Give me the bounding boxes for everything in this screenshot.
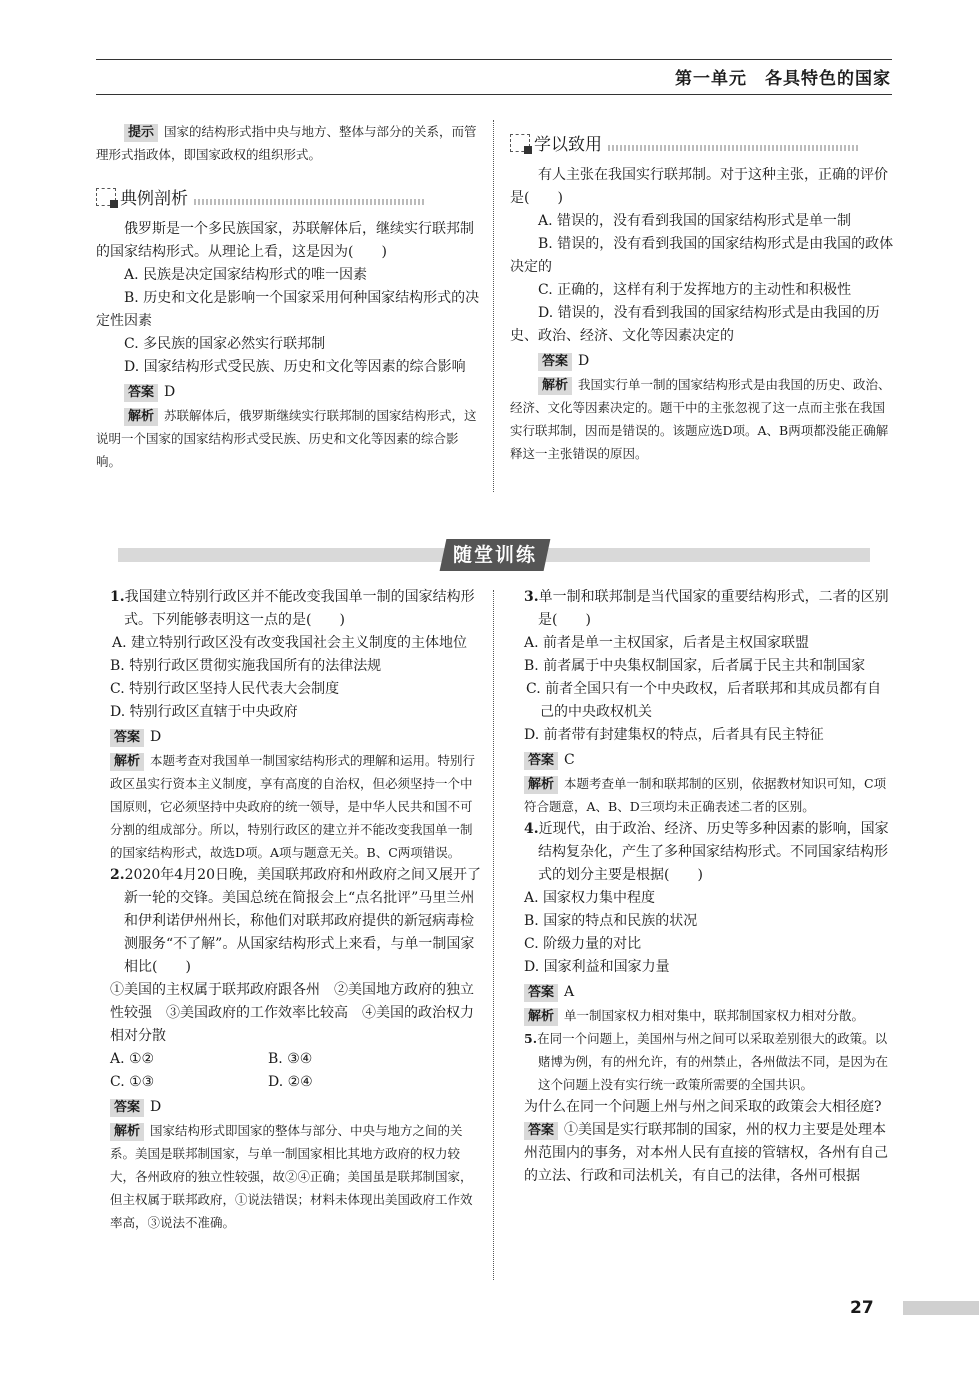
- analysis-text: 国家结构形式即国家的整体与部分、中央与地方之间的关系。美国是联邦制国家，与单一制国家相比其地方政府的权力较大，各州政府的独立性较强，故②④正确；美国虽是联邦制国家，但主权属于联邦政府，①说法错误；材料未体现出美国政府工作效率高，③说法不准确。: [110, 1123, 473, 1230]
- practice-question-block: [510, 164, 894, 465]
- q1-answer: [96, 726, 482, 749]
- q4-analysis: [510, 1004, 894, 1027]
- q2-option-d: D. ②④: [268, 1074, 313, 1090]
- q4-stem-text: 近现代，由于政治、经济、历史等多种因素的影响，国家结构复杂化，产生了多种国家结构形式。不同国家结构形式的划分主要是根据( ): [538, 821, 889, 883]
- q4-option-b: B. 国家的特点和民族的状况: [524, 913, 698, 929]
- analysis-text: 我国实行单一制的国家结构形式是由我国的历史、政治、经济、文化等因素决定的。题干中的主张忽视了这一点而主张在我国实行联邦制，因而是错误的。该题应选D项。A、B两项都没能正确解释这一主张错误的原因。: [510, 377, 891, 461]
- section-icon: [96, 188, 116, 206]
- section-header-example: [96, 184, 424, 209]
- analysis-label: 解析: [110, 1123, 144, 1141]
- unit-title: 第一单元 各具特色的国家: [675, 69, 891, 89]
- q2-stem-text: 2020年4月20日晚，美国联邦政府和州政府之间又展开了新一轮的交锋。美国总统在简报会上“点名批评”马里兰州和伊利诺伊州州长，称他们对联邦政府提供的新冠病毒检测服务“不了解”。从国家结构形式上来看，与单一制国家相比( ): [124, 867, 481, 975]
- q4-option-c: C. 阶级力量的对比: [524, 936, 642, 952]
- q3-analysis: [510, 772, 894, 818]
- practice-option-b: B. 错误的，没有看到我国的国家结构形式是由我国的政体决定的: [510, 236, 894, 275]
- column-divider-top: [493, 120, 494, 492]
- q4-option-d: D. 国家利益和国家力量: [524, 959, 670, 975]
- q1-analysis: [96, 749, 482, 864]
- analysis-label: 解析: [110, 753, 144, 771]
- example-option-b: B. 历史和文化是影响一个国家采用何种国家结构形式的决定性因素: [96, 290, 480, 329]
- analysis-text: 本题考查单一制和联邦制的区别，依据教材知识可知，C项符合题意，A、B、D三项均未正确表述二者的区别。: [524, 776, 887, 814]
- answer-label: 答案: [110, 729, 144, 747]
- q1-number: 1.: [110, 589, 125, 605]
- practice-option-c: C. 正确的，这样有利于发挥地方的主动性和积极性: [538, 282, 852, 298]
- example-question: 俄罗斯是一个多民族国家，苏联解体后，继续实行联邦制的国家结构形式。从理论上看，这是因为( ): [96, 221, 474, 260]
- example-option-d: D. 国家结构形式受民族、历史和文化等因素的综合影响: [124, 359, 466, 375]
- section-icon: [510, 134, 530, 152]
- hint-text: 国家的结构形式指中央与地方、整体与部分的关系，而管理形式指政体，即国家政权的组织形式。: [96, 124, 477, 162]
- q1-option-c: C. 特别行政区坚持人民代表大会制度: [110, 681, 340, 697]
- q1-stem-text: 我国建立特别行政区并不能改变我国单一制的国家结构形式。下列能够表明这一点的是( ): [124, 589, 475, 628]
- analysis-label: 解析: [524, 1008, 558, 1026]
- band-title-text: 随堂训练: [452, 544, 537, 566]
- answer-label: 答案: [524, 752, 558, 770]
- q3-stem: [510, 586, 894, 632]
- q4-answer: [510, 981, 894, 1004]
- answer-value: D: [578, 353, 590, 369]
- q5-number: 5.: [524, 1031, 538, 1046]
- q2-option-c: C. ①③: [110, 1074, 155, 1090]
- example-option-a: A. 民族是决定国家结构形式的唯一因素: [124, 267, 368, 283]
- q2-option-b: B. ③④: [268, 1051, 313, 1067]
- analysis-label: 解析: [524, 776, 558, 794]
- right-bottom-column: [510, 586, 894, 1188]
- q2-analysis: [96, 1119, 482, 1234]
- answer-value: D: [164, 384, 176, 400]
- answer-label: 答案: [110, 1099, 144, 1117]
- q3-option-d: D. 前者带有封建集权的特点，后者具有民主特征: [524, 727, 824, 743]
- q2-stem: [96, 864, 482, 979]
- answer-value: C: [564, 752, 575, 768]
- page-number-bar: [903, 1301, 979, 1315]
- example-option-c: C. 多民族的国家必然实行联邦制: [124, 336, 326, 352]
- section-header-practice: [510, 130, 858, 155]
- hint-label: 提示: [124, 124, 158, 142]
- analysis-label: 解析: [538, 377, 572, 395]
- left-bottom-column: [96, 586, 482, 1234]
- practice-answer: [510, 350, 894, 373]
- analysis-text: 本题考查对我国单一制国家结构形式的理解和运用。特别行政区虽实行资本主义制度，享有高度的自治权，但必须坚持一个中国原则，它必须坚持中央政府的统一领导，是中华人民共和国不可分割的组成部分。所以，特别行政区的建立并不能改变我国单一制的国家结构形式，故选D项。A项与题意无关。B、C两项错误。: [110, 753, 476, 860]
- q1-stem: [96, 586, 482, 632]
- section-rule: [194, 199, 424, 205]
- q2-items: ①美国的主权属于联邦政府跟各州 ②美国地方政府的独立性较强 ③美国政府的工作效率比较高 ④美国的政治权力相对分散: [110, 982, 474, 1044]
- q5-answer: [510, 1119, 894, 1188]
- q3-answer: [510, 749, 894, 772]
- q1-option-d: D. 特别行政区直辖于中央政府: [110, 704, 298, 720]
- q2-options-row-1: [96, 1048, 482, 1071]
- analysis-text: 单一制国家权力相对集中，联邦制国家权力相对分散。: [564, 1008, 865, 1023]
- practice-analysis: [510, 373, 894, 465]
- q2-answer: [96, 1096, 482, 1119]
- q4-option-a: A. 国家权力集中程度: [524, 890, 656, 906]
- practice-option-d: D. 错误的，没有看到我国的国家结构形式是由我国的历史、政治、经济、文化等因素决定的: [510, 305, 880, 344]
- q2-option-a: A. ①②: [110, 1051, 155, 1067]
- band-title: [440, 539, 551, 571]
- practice-option-a: A. 错误的，没有看到我国的国家结构形式是单一制: [538, 213, 852, 229]
- answer-label: 答案: [124, 384, 158, 402]
- q4-number: 4.: [524, 821, 539, 837]
- answer-value: D: [150, 729, 162, 745]
- q1-option-a: A. 建立特别行政区没有改变我国社会主义制度的主体地位: [112, 635, 468, 651]
- q3-stem-text: 单一制和联邦制是当代国家的重要结构形式，二者的区别是( ): [538, 589, 889, 628]
- section-rule: [608, 145, 858, 151]
- q2-number: 2.: [110, 867, 125, 883]
- q1-option-b: B. 特别行政区贯彻实施我国所有的法律法规: [110, 658, 382, 674]
- left-top-column: [96, 120, 482, 166]
- header-bottom-rule: [96, 94, 892, 95]
- q3-option-c: C. 前者全国只有一个中央政权，后者联邦和其成员都有自己的中央政权机关: [526, 681, 882, 720]
- answer-text: ①美国是实行联邦制的国家，州的权力主要是处理本州范围内的事务，对本州人民有直接的管辖权，各州有自己的立法、行政和司法机关，有自己的法律，各州可根据: [524, 1122, 888, 1184]
- practice-question: 有人主张在我国实行联邦制。对于这种主张，正确的评价是( ): [510, 167, 888, 206]
- answer-label: 答案: [538, 353, 572, 371]
- q4-stem: [510, 818, 894, 887]
- q3-option-a: A. 前者是单一主权国家，后者是主权国家联盟: [524, 635, 810, 651]
- example-analysis: [96, 404, 482, 473]
- analysis-label: 解析: [124, 408, 158, 426]
- example-answer: [96, 381, 482, 404]
- q2-options-row-2: [96, 1071, 482, 1094]
- q3-number: 3.: [524, 589, 539, 605]
- column-divider-bottom: [493, 590, 494, 1280]
- section-title-practice: 学以致用: [534, 135, 602, 155]
- q5-material-text: 在同一个问题上，美国州与州之间可以采取差别很大的政策。以赌博为例，有的州允许，有的州禁止，各州做法不同，是因为在这个问题上没有实行统一政策所需要的全国共识。: [537, 1031, 889, 1092]
- q3-option-b: B. 前者属于中央集权制国家，后者属于民主共和制国家: [524, 658, 866, 674]
- answer-value: A: [564, 984, 575, 1000]
- answer-label: 答案: [524, 1122, 558, 1140]
- q5-material: [510, 1027, 894, 1096]
- section-title-example: 典例剖析: [120, 189, 188, 209]
- page-number: 27: [850, 1298, 874, 1318]
- answer-label: 答案: [524, 984, 558, 1002]
- hint-block: [96, 120, 482, 166]
- answer-value: D: [150, 1099, 162, 1115]
- analysis-text: 苏联解体后，俄罗斯继续实行联邦制的国家结构形式，这说明一个国家的国家结构形式受民族、历史和文化等因素的综合影响。: [96, 408, 477, 469]
- example-question-block: [96, 218, 482, 473]
- header-top-rule: [96, 59, 892, 60]
- q5-question: 为什么在同一个问题上州与州之间采取的政策会大相径庭?: [524, 1099, 882, 1115]
